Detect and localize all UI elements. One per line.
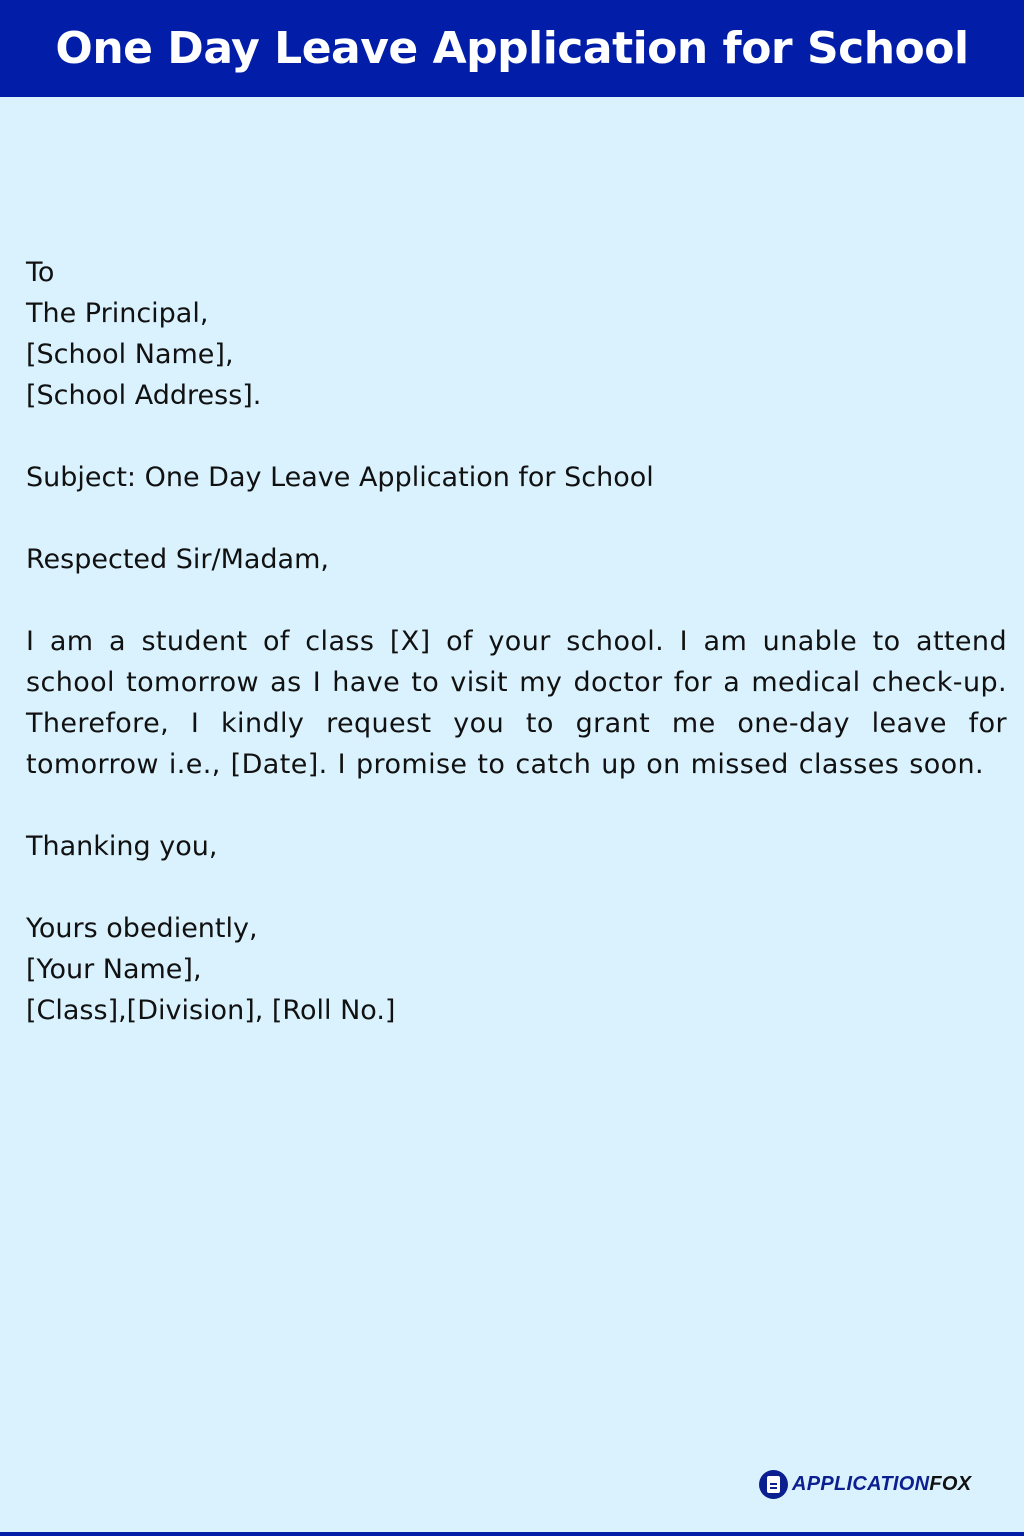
signoff: Yours obediently, xyxy=(26,913,258,944)
closing: Thanking you, xyxy=(26,831,218,862)
salutation: Respected Sir/Madam, xyxy=(26,544,329,575)
signature-name: [Your Name], xyxy=(26,954,202,985)
footer-bar xyxy=(0,1532,1024,1536)
brand-name: APPLICATIONFOX xyxy=(792,1473,972,1495)
recipient-to: To xyxy=(26,257,55,288)
letter-content xyxy=(26,252,1007,1031)
header-banner xyxy=(0,0,1024,97)
letter-body: I am a student of class [X] of your school. I am unable to attend school tomorrow as I have to visit my doctor for a medical check-up. Therefore, I kindly request you to grant me one-day leave for tomorrow i.e., [Date]. I promise to catch up on missed classes soon. xyxy=(26,626,1007,780)
page-title: One Day Leave Application for School xyxy=(55,23,969,74)
recipient-title: The Principal, xyxy=(26,298,209,329)
signature-class-details: [Class],[Division], [Roll No.] xyxy=(26,995,396,1026)
brand-logo xyxy=(759,1470,971,1499)
document-icon xyxy=(759,1470,788,1499)
recipient-school-address: [School Address]. xyxy=(26,380,262,411)
subject-line: Subject: One Day Leave Application for School xyxy=(26,462,654,493)
recipient-school-name: [School Name], xyxy=(26,339,234,370)
